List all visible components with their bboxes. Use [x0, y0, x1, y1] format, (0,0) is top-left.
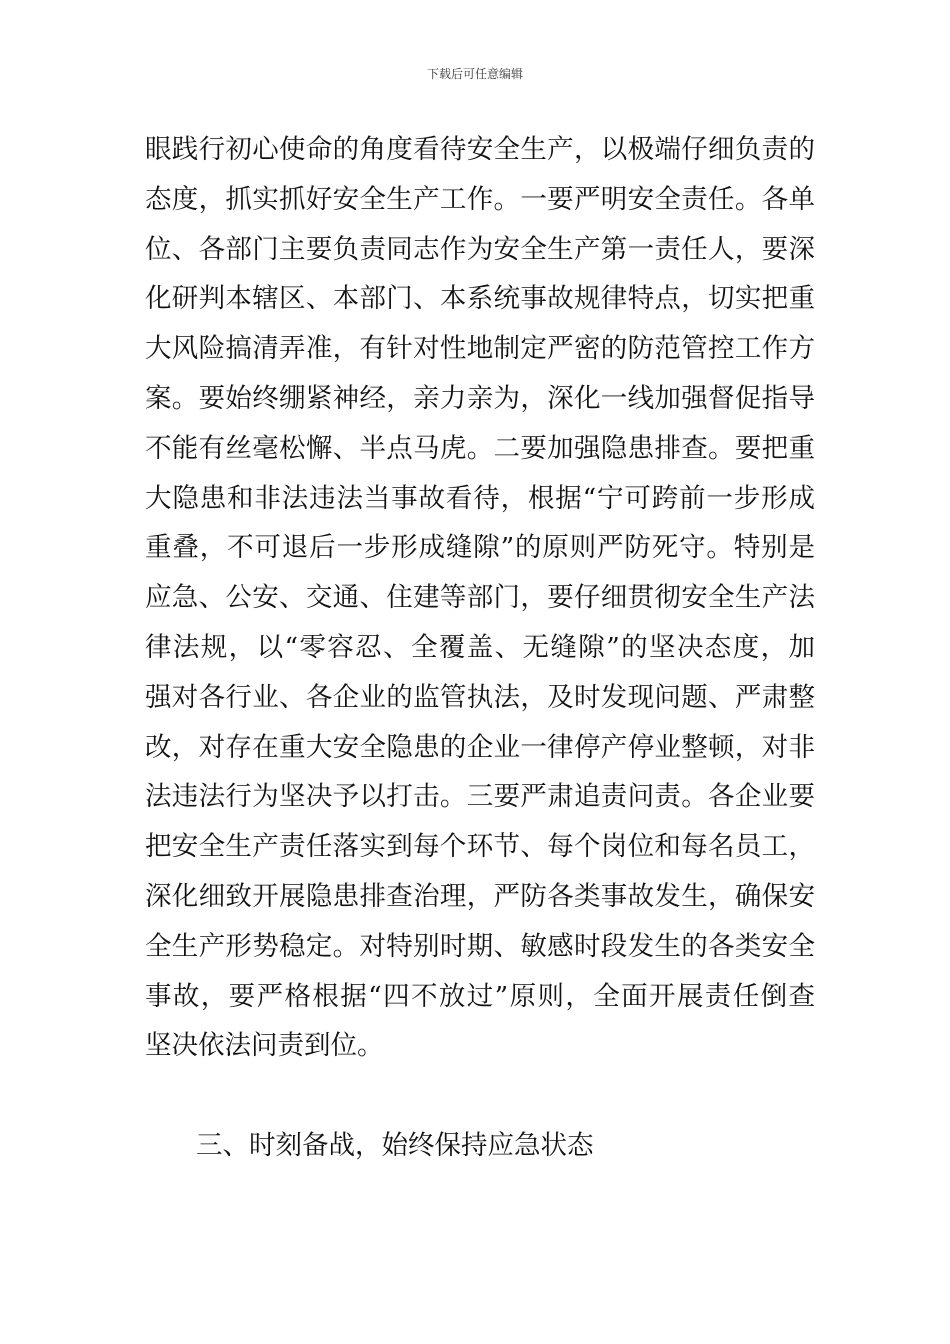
text-line: 化研判本辖区、本部门、本系统事故规律特点，切实把重	[145, 283, 815, 315]
text-line: 律法规，以“零容忍、全覆盖、无缝隙”的坚决态度，加	[145, 631, 815, 663]
text-line: 眼践行初心使命的角度看待安全生产，以极端仔细负责的	[145, 134, 815, 165]
text-line: 改，对存在重大安全隐患的企业一律停产停业整顿，对非	[145, 731, 815, 763]
text-line: 态度，抓实抓好安全生产工作。一要严明安全责任。各单	[145, 183, 815, 215]
text-line: 法违法行为坚决予以打击。三要严肃追责问责。各企业要	[145, 781, 815, 813]
text-line: 大风险搞清弄准，有针对性地制定严密的防范管控工作方	[145, 333, 815, 365]
text-line: 强对各行业、各企业的监管执法，及时发现问题、严肃整	[145, 681, 815, 713]
body-paragraph	[145, 125, 815, 1071]
section-heading: 三、时刻备战，始终保持应急状态	[196, 1130, 594, 1161]
page-header: 下载后可任意编辑	[426, 67, 523, 81]
text-line: 大隐患和非法违法当事故看待，根据“宁可跨前一步形成	[145, 482, 815, 514]
text-line: 不能有丝毫松懈、半点马虎。二要加强隐患排查。要把重	[145, 432, 815, 464]
text-line: 位、各部门主要负责同志作为安全生产第一责任人，要深	[145, 233, 815, 265]
text-line: 事故，要严格根据“四不放过”原则，全面开展责任倒查	[145, 980, 815, 1012]
text-line: 深化细致开展隐患排查治理，严防各类事故发生，确保安	[145, 880, 815, 912]
text-line: 应急、公安、交通、住建等部门，要仔细贯彻安全生产法	[145, 582, 815, 614]
text-line: 重叠，不可退后一步形成缝隙”的原则严防死守。特别是	[145, 532, 815, 564]
text-line: 坚决依法问责到位。	[145, 1030, 384, 1062]
text-line: 案。要始终绷紧神经，亲力亲为，深化一线加强督促指导	[145, 382, 815, 414]
text-line: 把安全生产责任落实到每个环节、每个岗位和每名员工，	[145, 831, 815, 863]
text-line: 全生产形势稳定。对特别时期、敏感时段发生的各类安全	[145, 930, 815, 962]
